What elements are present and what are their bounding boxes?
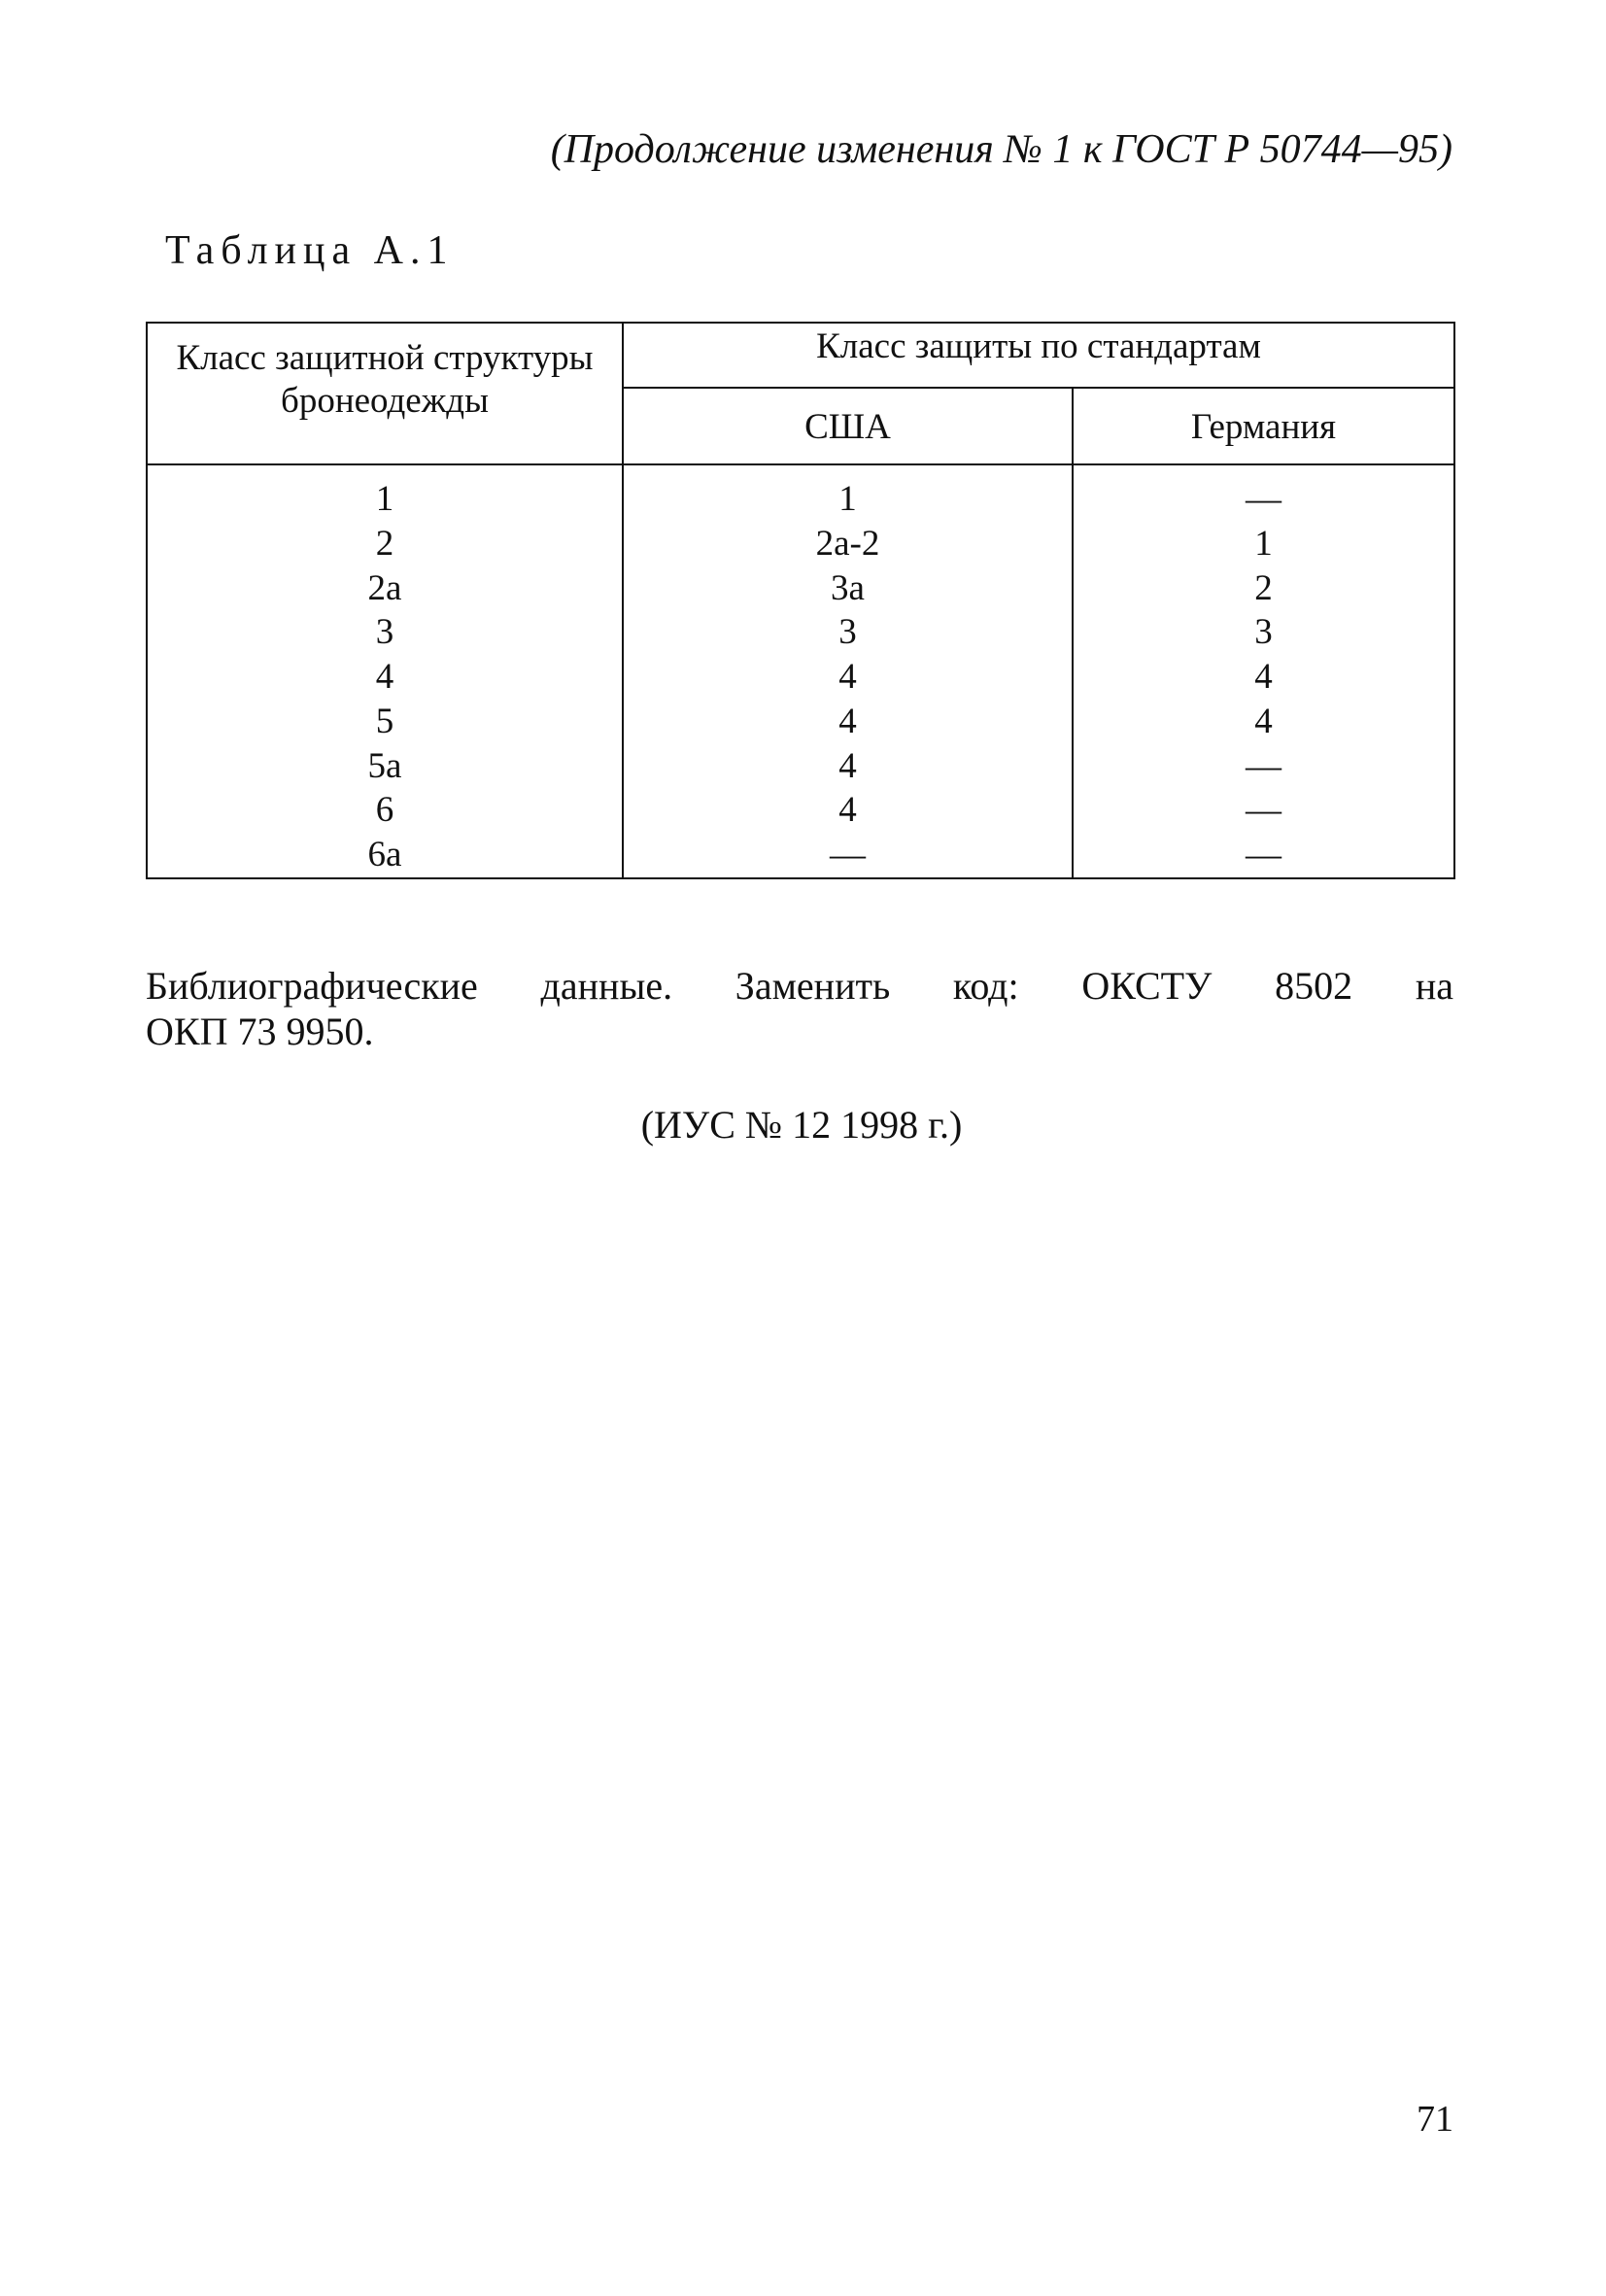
cell-structure: 5а — [147, 744, 623, 789]
cell-germany: 4 — [1073, 700, 1454, 744]
table-row — [147, 655, 1454, 700]
cell-germany: 4 — [1073, 655, 1454, 700]
cell-structure: 2а — [147, 566, 623, 611]
bibliography-line-2: ОКП 73 9950. — [146, 1010, 374, 1053]
running-header: (Продолжение изменения № 1 к ГОСТ Р 50744—95) — [550, 127, 1452, 172]
cell-structure: 5 — [147, 700, 623, 744]
ius-reference-text: (ИУС № 12 1998 г.) — [640, 1103, 963, 1147]
cell-usa: 4 — [623, 788, 1073, 833]
table-caption: Таблица А.1 — [165, 228, 455, 273]
header-structure-class: Класс защитной структуры бронеодежды — [147, 323, 623, 464]
ius-reference — [0, 1101, 1606, 1149]
cell-structure: 4 — [147, 655, 623, 700]
table-row — [147, 610, 1454, 655]
cell-usa: 4 — [623, 744, 1073, 789]
table-row — [147, 700, 1454, 744]
cell-germany: — — [1073, 788, 1454, 833]
table-row — [147, 744, 1454, 789]
header-germany: Германия — [1073, 388, 1454, 464]
table-row — [147, 464, 1454, 522]
header-standards-group: Класс защиты по стандартам — [623, 323, 1454, 388]
cell-usa: 4 — [623, 700, 1073, 744]
cell-usa: 3 — [623, 610, 1073, 655]
cell-usa: — — [623, 833, 1073, 878]
cell-germany: — — [1073, 464, 1454, 522]
cell-structure: 1 — [147, 464, 623, 522]
cell-structure: 6а — [147, 833, 623, 878]
cell-germany: — — [1073, 744, 1454, 789]
header-usa: США — [623, 388, 1073, 464]
table-row — [147, 566, 1454, 611]
cell-usa: 2а-2 — [623, 522, 1073, 566]
cell-usa: 4 — [623, 655, 1073, 700]
bibliography-line-1: Библиографические данные. Заменить код: ОКСТУ 8502 на — [146, 964, 1453, 1008]
table-row — [147, 788, 1454, 833]
page-number: 71 — [1417, 2099, 1453, 2140]
protection-class-table — [146, 322, 1455, 879]
cell-germany: 1 — [1073, 522, 1454, 566]
cell-structure: 3 — [147, 610, 623, 655]
cell-usa: 3а — [623, 566, 1073, 611]
table-row — [147, 833, 1454, 878]
cell-germany: 2 — [1073, 566, 1454, 611]
cell-structure: 2 — [147, 522, 623, 566]
table-row — [147, 522, 1454, 566]
cell-usa: 1 — [623, 464, 1073, 522]
cell-germany: — — [1073, 833, 1454, 878]
cell-germany: 3 — [1073, 610, 1454, 655]
cell-structure: 6 — [147, 788, 623, 833]
